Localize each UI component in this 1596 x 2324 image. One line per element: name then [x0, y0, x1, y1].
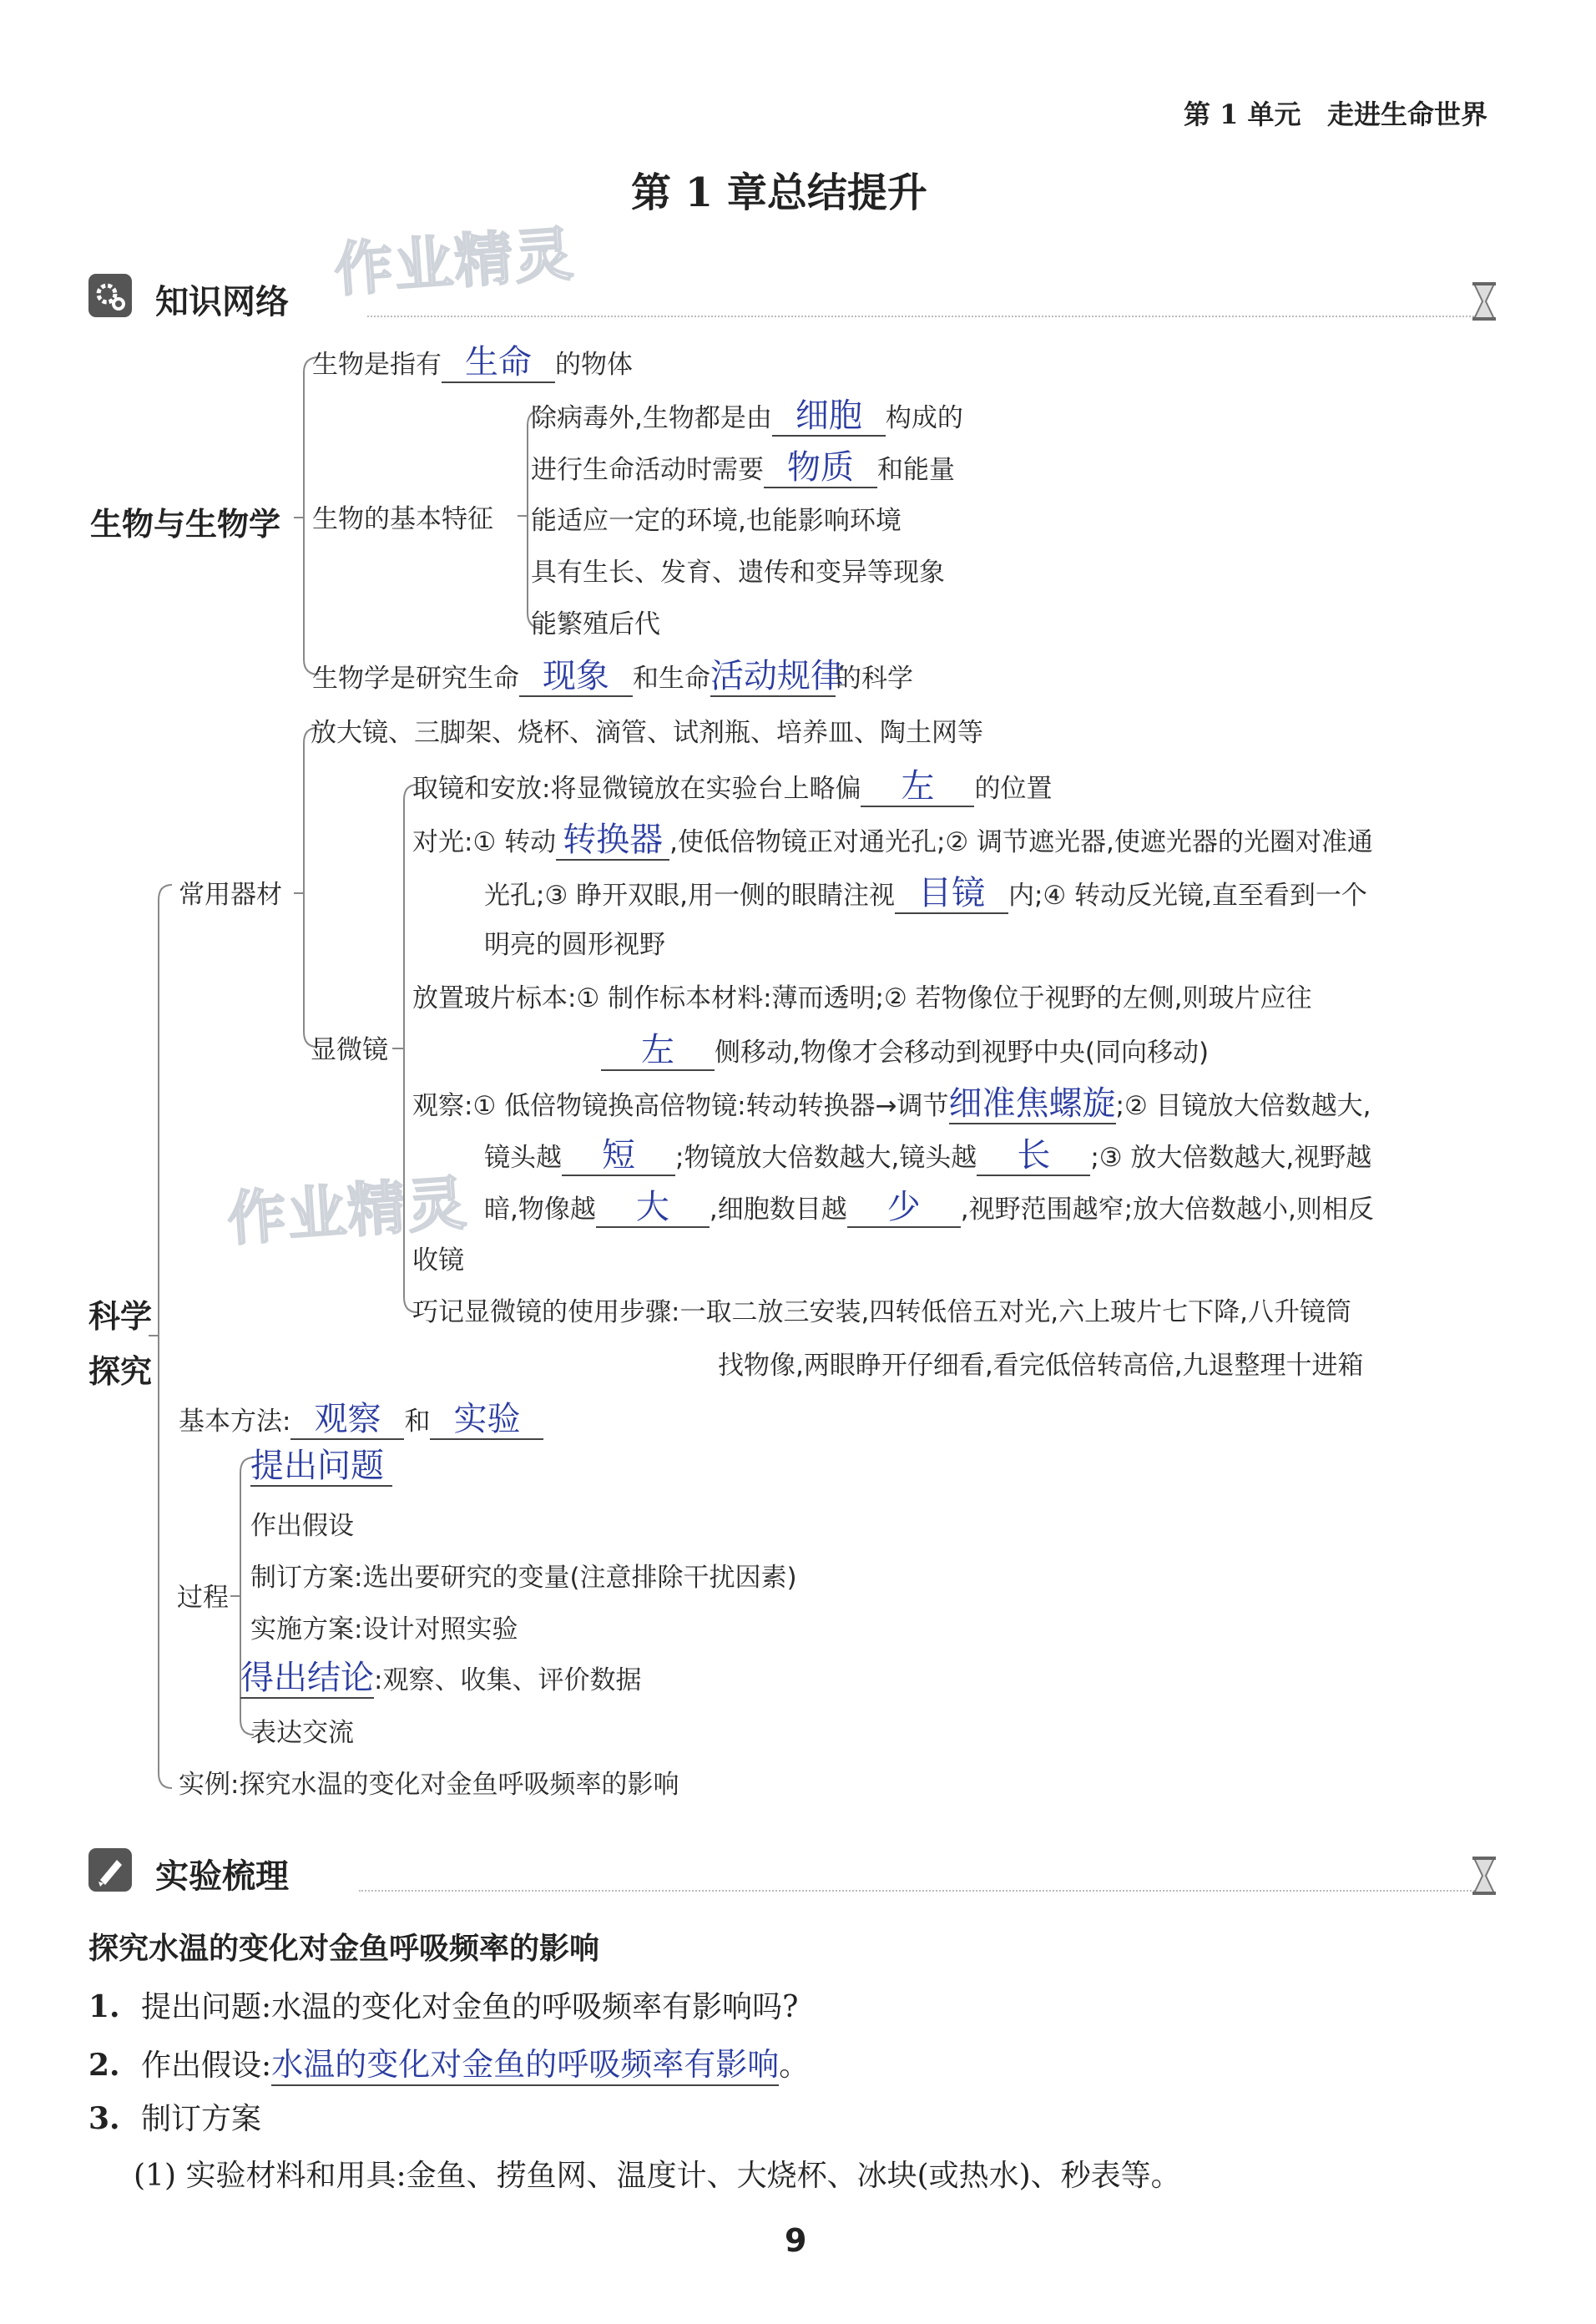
- blank-14: [847, 1190, 961, 1228]
- blank-6: [861, 767, 974, 807]
- mindmap-root-science-line2: 探究: [88, 1352, 153, 1390]
- blank-11: [562, 1136, 675, 1176]
- feature-3: 能适应一定的环境,也能影响环境: [531, 506, 902, 536]
- question-3: [88, 2095, 261, 2138]
- answer-experiment: 实验: [453, 1400, 521, 1438]
- watermark: 作业精灵: [331, 220, 577, 305]
- micro-step-2c: 明亮的圆形视野: [484, 930, 665, 960]
- section-knowledge-network: 知识网络: [155, 282, 289, 321]
- hourglass-icon: [1469, 1855, 1499, 1900]
- answer-conclusion: 得出结论: [240, 1659, 374, 1697]
- micro-step-3: 放置玻片标本:① 制作标本材料:薄而透明;② 若物像位于视野的左侧,则玻片应往: [412, 983, 1312, 1013]
- micro-step-4d: 收镜: [412, 1245, 464, 1276]
- feature-4: 具有生长、发育、遗传和变异等现象: [531, 558, 945, 588]
- blank-13: [596, 1190, 710, 1228]
- blank-1: [442, 343, 555, 383]
- pencil-section-icon: [88, 1848, 132, 1892]
- question-1: [88, 1983, 798, 2026]
- blank-12: [977, 1136, 1090, 1176]
- bio-sci-post: 的科学: [836, 664, 913, 694]
- header-unit: 第 1 单元: [1184, 99, 1301, 130]
- section-experiment-review: 实验梳理: [155, 1857, 289, 1896]
- bio-features-label: 生物的基本特征: [312, 504, 493, 534]
- blank-3: [764, 448, 877, 488]
- bio-definition: [312, 343, 633, 383]
- answer-phenomenon: 现象: [543, 657, 609, 695]
- bio-sci-mid: 和生命: [633, 664, 710, 694]
- micro-mnemonic: 巧记显微镜的使用步骤:一取二放三安装,四转低倍五对光,六上玻片七下降,八升镜筒: [412, 1297, 1352, 1327]
- m1-post: 的位置: [974, 774, 1053, 804]
- m2b-post: 内;④ 转动反光镜,直至看到一个: [1008, 881, 1367, 911]
- question-3-1: (1) 实验材料和用具:金鱼、捞鱼网、温度计、大烧杯、冰块(或热水)、秒表等。: [134, 2159, 1181, 2193]
- blank-18: [240, 1661, 374, 1699]
- experiment-title: 探究水温的变化对金鱼呼吸频率的影响: [88, 1932, 600, 1966]
- answer-fine-focus: 细准焦螺旋: [948, 1084, 1116, 1123]
- basic-methods: [179, 1402, 543, 1440]
- answer-left-1: 左: [901, 767, 935, 806]
- watermark: 作业精灵: [225, 1169, 470, 1254]
- blank-8: [895, 874, 1008, 914]
- page-number: 9: [785, 2222, 807, 2259]
- answer-observe: 观察: [314, 1400, 381, 1438]
- method-pre: 基本方法:: [179, 1407, 291, 1437]
- q3-number: 3.: [88, 2101, 120, 2136]
- feature-2: [531, 448, 955, 488]
- m2-pre: 对光:① 转动: [412, 827, 557, 857]
- answer-left-2: 左: [641, 1031, 674, 1069]
- m4-pre: 观察:① 低倍物镜换高倍物镜:转动转换器→调节: [412, 1091, 949, 1121]
- mindmap-root-biology: 生物与生物学: [90, 505, 281, 543]
- blank-10: [948, 1084, 1116, 1124]
- m2-post: ,使低倍物镜正对通光孔;② 调节遮光器,使遮光器的光圈对准通: [669, 827, 1373, 857]
- m4b-pre: 镜头越: [484, 1143, 562, 1173]
- answer-activity-law: 活动规律: [710, 657, 844, 695]
- answer-cell: 细胞: [795, 397, 862, 435]
- answer-few: 少: [886, 1188, 921, 1226]
- bio-definition-post: 的物体: [555, 350, 633, 380]
- micro-step-3b: [601, 1033, 1209, 1071]
- blank-9: [601, 1033, 715, 1071]
- header-unit-title: 走进生命世界: [1327, 99, 1488, 130]
- m2b-pre: 光孔;③ 睁开双眼,用一侧的眼睛注视: [484, 881, 895, 911]
- p5-post: :观察、收集、评价数据: [374, 1665, 642, 1695]
- answer-short: 短: [602, 1136, 635, 1175]
- answer-converter: 转换器: [563, 821, 664, 859]
- feature-2-post: 和能量: [877, 455, 955, 485]
- blank-2: [772, 399, 886, 437]
- blank-7: [556, 823, 669, 861]
- process-step-4: 实施方案:设计对照实验: [250, 1614, 518, 1644]
- question-2: [88, 2039, 809, 2086]
- blank-19: [271, 2039, 779, 2086]
- feature-2-pre: 进行生命活动时需要: [531, 455, 764, 485]
- biology-science: [312, 659, 913, 697]
- m4c-pre: 暗,物像越: [484, 1195, 596, 1225]
- process-step-5: [240, 1661, 641, 1699]
- process-step-1: [250, 1449, 392, 1487]
- answer-ask-question: 提出问题: [250, 1447, 384, 1485]
- method-mid: 和: [404, 1407, 431, 1437]
- process-label: 过程: [177, 1583, 229, 1613]
- m4c-mid: ,细胞数目越: [709, 1195, 847, 1225]
- process-step-6: 表达交流: [250, 1718, 354, 1748]
- q3-text: 制订方案: [141, 2102, 262, 2136]
- q1-text: 提出问题:水温的变化对金鱼的呼吸频率有影响吗?: [141, 1990, 799, 2024]
- m4-post: ;② 目镜放大倍数越大,: [1115, 1091, 1371, 1121]
- tools-label: 常用器材: [179, 880, 282, 910]
- mindmap-root-science-line1: 科学: [88, 1297, 153, 1335]
- blank-4: [519, 659, 633, 697]
- example: 实例:探究水温的变化对金鱼呼吸频率的影响: [179, 1770, 679, 1800]
- q2-number: 2.: [88, 2048, 120, 2083]
- micro-step-4: [412, 1084, 1371, 1124]
- feature-5: 能繁殖后代: [531, 609, 660, 639]
- m3b-post: 侧移动,物像才会移动到视野中央(同向移动): [715, 1038, 1210, 1068]
- process-step-3: 制订方案:选出要研究的变量(注意排除干扰因素): [250, 1563, 797, 1593]
- feature-1: [531, 399, 963, 437]
- blank-16: [430, 1402, 543, 1440]
- tools-list: 放大镜、三脚架、烧杯、滴管、试剂瓶、培养皿、陶土网等: [311, 718, 983, 748]
- page-title: 第 1 章总结提升: [631, 169, 927, 216]
- section-divider: [359, 1890, 1477, 1892]
- m1-pre: 取镜和安放:将显微镜放在实验台上略偏: [412, 774, 861, 804]
- micro-step-1: [412, 767, 1053, 807]
- micro-step-2b: [484, 874, 1367, 914]
- bio-definition-pre: 生物是指有: [312, 350, 442, 380]
- m4b-mid: ;物镜放大倍数越大,镜头越: [675, 1143, 977, 1173]
- microscope-label: 显微镜: [311, 1035, 388, 1065]
- answer-eyepiece: 目镜: [917, 874, 985, 912]
- answer-life: 生命: [465, 343, 532, 381]
- micro-step-4c: [484, 1190, 1374, 1228]
- micro-step-4b: [484, 1136, 1372, 1176]
- m4c-post: ,视野范围越窄;放大倍数越小,则相反: [960, 1195, 1374, 1225]
- answer-long: 长: [1017, 1136, 1051, 1175]
- blank-15: [290, 1402, 404, 1440]
- feature-1-pre: 除病毒外,生物都是由: [531, 403, 772, 433]
- m4b-post: ;③ 放大倍数越大,视野越: [1090, 1143, 1372, 1173]
- q2-pre: 作出假设:: [141, 2049, 272, 2083]
- micro-step-2: [412, 823, 1373, 861]
- answer-big: 大: [635, 1188, 669, 1226]
- blank-5: [710, 657, 844, 697]
- q2-post: 。: [779, 2049, 810, 2083]
- q1-number: 1.: [88, 1989, 120, 2024]
- feature-1-post: 构成的: [885, 403, 963, 433]
- blank-17: [250, 1449, 392, 1487]
- answer-matter: 物质: [787, 448, 854, 487]
- micro-mnemonic-2: 找物像,两眼睁开仔细看,看完低倍转高倍,九退整理十进箱: [718, 1351, 1364, 1381]
- bio-sci-pre: 生物学是研究生命: [312, 664, 519, 694]
- answer-hypothesis: 水温的变化对金鱼的呼吸频率有影响: [271, 2046, 780, 2083]
- process-step-2: 作出假设: [250, 1511, 354, 1541]
